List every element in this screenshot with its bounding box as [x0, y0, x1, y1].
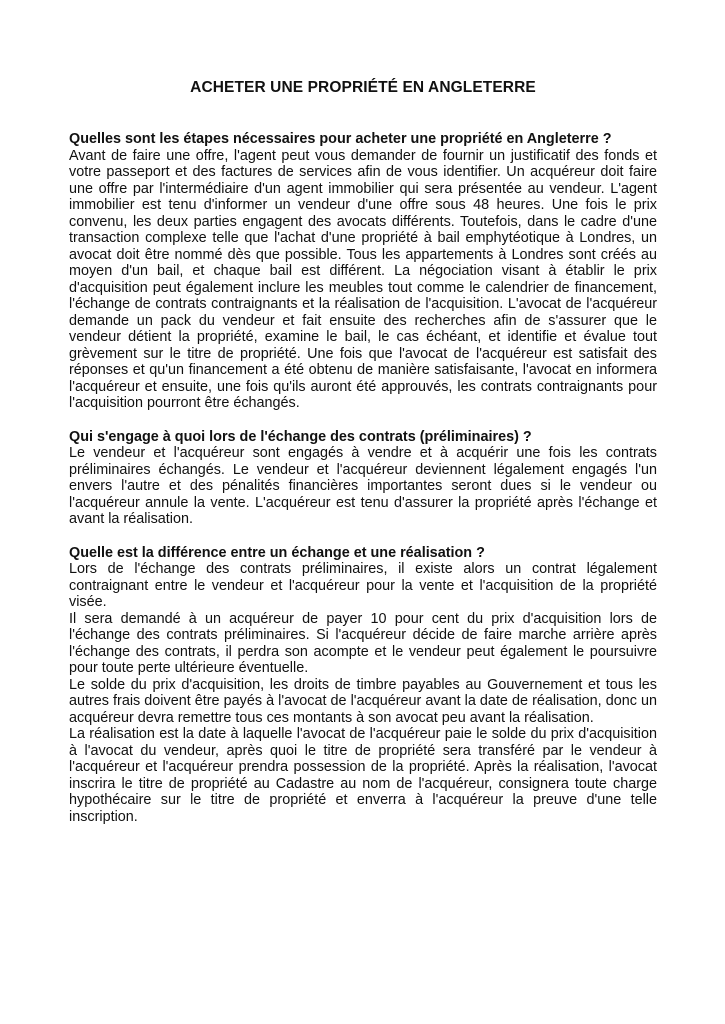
section-heading: Quelle est la différence entre un échange et une réalisation ? [69, 544, 485, 561]
section-heading: Qui s'engage à quoi lors de l'échange des contrats (préliminaires) ? [69, 428, 532, 445]
paragraph: Lors de l'échange des contrats préliminaires, il existe alors un contrat légalement contraignant entre le vendeur et l'acquéreur pour la vente et l'acquisition de la propriété visée. [69, 561, 657, 610]
document-title: ACHETER UNE PROPRIÉTÉ EN ANGLETERRE [190, 79, 536, 96]
section-exchange-vs-completion [69, 545, 657, 826]
section-commitments [69, 429, 657, 528]
document-page [69, 78, 657, 842]
paragraph: La réalisation est la date à laquelle l'avocat de l'acquéreur paie le solde du prix d'acquisition à l'avocat du vendeur, après quoi le titre de propriété sera transféré par le vendeur à l'acquéreur et l'acquéreur prendra possession de la propriété. Après la réalisation, l'avocat inscrira le titre de propriété au Cadastre au nom de l'acquéreur, consignera toute charge hypothécaire sur le titre de propriété et enverra à l'acquéreur la preuve d'une telle inscription. [69, 726, 657, 825]
paragraph: Avant de faire une offre, l'agent peut vous demander de fournir un justificatif des fonds et votre passeport et des factures de services afin de vous identifier. Un acquéreur doit faire une offre par l'intermédiaire d'un agent immobilier qui sera présentée au vendeur. L'agent immobilier est tenu d'informer un vendeur d'une offre sous 48 heures. Une fois le prix convenu, les deux parties engagent des avocats différents. Toutefois, dans le cadre d'une transaction complexe telle que l'achat d'une propriété à bail emphytéotique à Londres, un avocat doit être nommé dès que possible. Tous les appartements à Londres sont créés au moyen d'un bail, et chaque bail est différent. La négociation visant à établir le prix d'acquisition peut également inclure les meubles tout comme le calendrier de financement, l'échange de contrats contraignants et la réalisation de l'acquisition. L'avocat de l'acquéreur demande un pack du vendeur et fait ensuite des recherches afin de s'assurer que le vendeur détient la propriété, examine le bail, le cas échéant, et identifie et évalue tout grèvement sur le titre de propriété. Une fois que l'avocat de l'acquéreur est satisfait des réponses et qu'un financement a été obtenu de manière satisfaisante, l'avocat en informera l'acquéreur et ensuite, une fois qu'ils auront été approuvés, les contrats contraignants pour l'acquisition pourront être échangés. [69, 147, 657, 411]
paragraph: Le solde du prix d'acquisition, les droits de timbre payables au Gouvernement et tous les autres frais doivent être payés à l'avocat de l'acquéreur avant la date de réalisation, donc un acquéreur devra remettre tous ces montants à son avocat peu avant la réalisation. [69, 676, 657, 726]
section-heading: Quelles sont les étapes nécessaires pour acheter une propriété en Angleterre ? [69, 131, 612, 147]
paragraph: Le vendeur et l'acquéreur sont engagés à vendre et à acquérir une fois les contrats préliminaires échangés. Le vendeur et l'acquéreur deviennent légalement engagés l'un envers l'autre et des pénalités financières importantes seront dues si le vendeur ou l'acquéreur annule la vente. L'acquéreur est tenu d'assurer la propriété après l'échange et avant la réalisation. [69, 445, 657, 527]
paragraph: Il sera demandé à un acquéreur de payer 10 pour cent du prix d'acquisition lors de l'échange des contrats préliminaires. Si l'acquéreur décide de faire marche arrière après l'échange des contrats, il perdra son acompte et le vendeur peut également le poursuivre pour toute perte ultérieure éventuelle. [69, 610, 657, 676]
section-steps [69, 131, 657, 412]
